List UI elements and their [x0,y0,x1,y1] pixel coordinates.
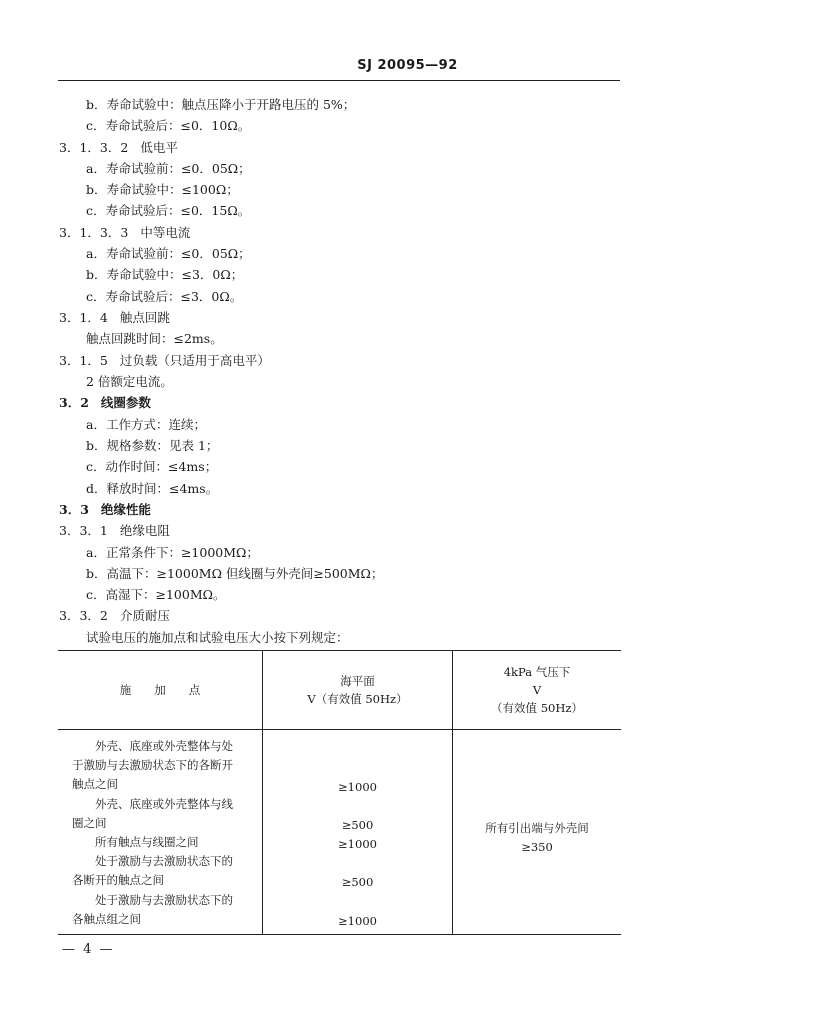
header-line: V [532,683,542,697]
voltage-value: ≥1000 [338,914,377,928]
page-number: — 4 — [62,942,115,957]
section-title: 绝缘电阻 [119,523,170,538]
line-text: b．高温下：≥1000MΩ 但线圈与外壳间≥500MΩ； [86,566,384,581]
text-line [86,267,243,283]
section-heading [59,225,190,241]
header-low-pressure [453,651,622,730]
line-text: c．动作时间：≤4ms； [86,459,218,474]
text-line [86,459,217,475]
document-header-code: SJ 20095—92 [357,58,458,73]
section-heading [59,353,270,369]
line-text: a．正常条件下：≥1000MΩ； [86,545,259,560]
voltage-value: ≥1000 [338,837,377,851]
section-number: 3．3 [59,502,89,517]
header-sea-level [263,651,453,730]
header-rule [58,80,620,81]
line-text: 触点回跳时间：≤2ms。 [86,331,223,346]
text-line [86,481,218,497]
section-title: 中等电流 [140,225,191,240]
header-line: （有效值 50Hz） [491,701,583,715]
line-text: c．高湿下：≥100MΩ。 [86,587,226,602]
section-number: 3．2 [59,395,89,410]
section-heading [59,523,170,539]
section-heading [59,310,170,326]
text-line [86,545,259,561]
cell-line: 处于激励与去激励状态下的 [95,854,233,868]
cell-line: 所有引出端与外壳间 [485,821,589,835]
line-text: c．寿命试验后：≤0．10Ω。 [86,118,251,133]
header-line: V（有效值 50Hz） [307,692,408,706]
line-text: d．释放时间：≤4ms。 [86,481,219,496]
section-title: 线圈参数 [100,395,151,410]
text-line [86,118,250,134]
line-text: 试验电压的施加点和试验电压大小按下列规定： [86,630,349,645]
cell-line: 所有触点与线圈之间 [95,835,199,849]
text-line [86,161,251,177]
table-row [58,730,621,935]
section-heading [59,395,151,411]
line-text: b．寿命试验中：触点压降小于开路电压的 5%； [86,97,356,112]
text-line [86,417,206,433]
line-text: 2 倍额定电流。 [86,374,173,389]
line-text: b．寿命试验中：≤3．0Ω； [86,267,244,282]
cell-line: 外壳、底座或外壳整体与处 [95,739,233,753]
section-number: 3．1．3．2 [59,140,129,155]
section-title: 过负载（只适用于高电平） [119,353,270,368]
text-line [86,566,383,582]
application-points-cell [58,730,263,935]
section-number: 3．3．1 [59,523,108,538]
text-line [86,374,173,390]
section-heading [59,608,170,624]
line-text: c．寿命试验后：≤3．0Ω。 [86,289,243,304]
section-number: 3．1．5 [59,353,108,368]
text-line [86,331,223,347]
cell-line: 圈之间 [72,816,107,830]
cell-line: 外壳、底座或外壳整体与线 [95,797,233,811]
cell-line: 处于激励与去激励状态下的 [95,893,233,907]
cell-line: 各触点组之间 [72,912,141,926]
header-line: 海平面 [340,674,375,688]
section-number: 3．3．2 [59,608,108,623]
text-line [86,203,250,219]
voltage-value: ≥500 [341,875,374,889]
line-text: a．寿命试验前：≤0．05Ω； [86,246,251,261]
line-text: c．寿命试验后：≤0．15Ω。 [86,203,251,218]
text-line [86,246,251,262]
section-title: 介质耐压 [119,608,170,623]
section-heading [59,140,178,156]
header-line: 4kPa 气压下 [503,665,571,679]
text-line [86,630,349,646]
text-line [86,182,239,198]
section-title: 绝缘性能 [100,502,151,517]
cell-line: 触点之间 [72,777,118,791]
low-pressure-values-cell [453,730,622,935]
line-text: b．寿命试验中：≤100Ω； [86,182,239,197]
section-heading [59,502,151,518]
voltage-value: ≥500 [341,818,374,832]
sea-level-values-cell [263,730,453,935]
cell-line: 各断开的触点之间 [72,873,164,887]
dielectric-voltage-table [58,650,621,935]
section-title: 触点回跳 [119,310,170,325]
header-application-point: 施 加 点 [58,651,263,730]
voltage-value: ≥1000 [338,780,377,794]
section-title: 低电平 [140,140,178,155]
section-number: 3．1．4 [59,310,108,325]
cell-line: 于激励与去激励状态下的各断开 [72,758,233,772]
voltage-value: ≥350 [521,840,553,854]
text-line [86,289,242,305]
line-text: a．工作方式：连续； [86,417,206,432]
text-line [86,587,226,603]
text-line [86,438,218,454]
text-line [86,97,355,113]
line-text: b．规格参数：见表 1； [86,438,219,453]
line-text: a．寿命试验前：≤0．05Ω； [86,161,251,176]
table-header-row [58,651,621,730]
section-number: 3．1．3．3 [59,225,129,240]
